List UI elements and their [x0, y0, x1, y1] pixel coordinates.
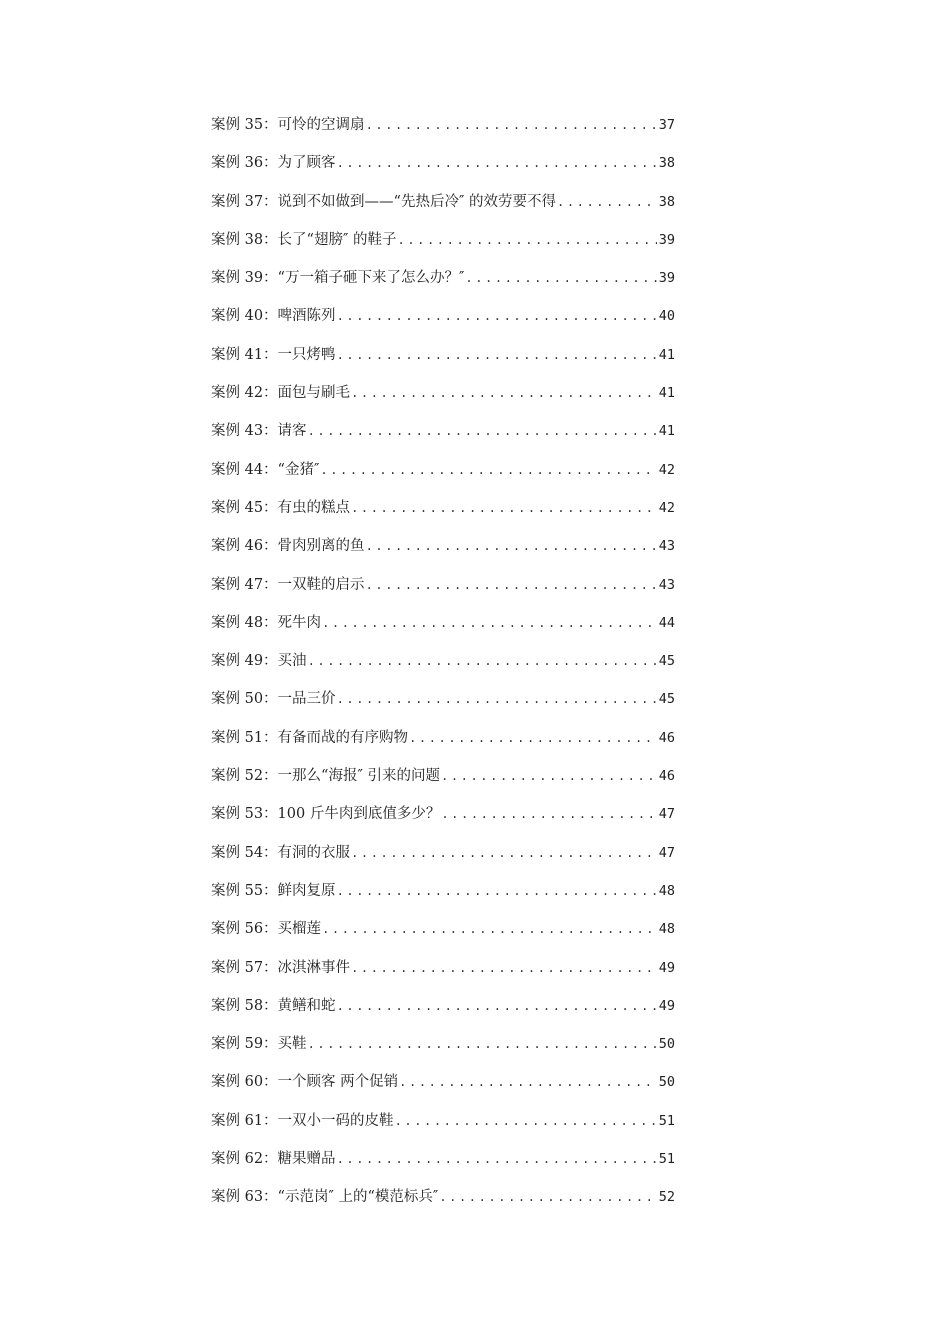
toc-dot-leader	[308, 412, 657, 450]
toc-entry[interactable]	[211, 834, 675, 872]
toc-page-number: 45	[658, 653, 675, 670]
toc-page-number: 40	[658, 308, 675, 325]
toc-entry-title: 案例 55：鲜肉复原	[211, 882, 336, 899]
toc-dot-leader	[366, 566, 657, 604]
toc-page-number: 38	[658, 155, 675, 172]
toc-page-number: 46	[658, 768, 675, 785]
toc-entry-title: 案例 56：买榴莲	[211, 921, 322, 938]
toc-dot-leader	[557, 183, 657, 221]
toc-entry-title: 案例 57：冰淇淋事件	[211, 959, 351, 976]
toc-entry-title: 案例 53：100 斤牛肉到底值多少？	[211, 806, 441, 823]
toc-entry-title: 案例 52：一那么“海报″ 引来的问题	[211, 768, 440, 785]
toc-entry[interactable]	[211, 183, 675, 221]
toc-page-number: 51	[658, 1151, 675, 1168]
toc-page-number: 48	[658, 882, 675, 899]
toc-page-number: 42	[658, 499, 675, 516]
toc-dot-leader	[441, 795, 656, 833]
toc-entry-title: 案例 35：可怜的空调扇	[211, 117, 365, 133]
toc-entry-title: 案例 48：死牛肉	[211, 614, 322, 631]
toc-dot-leader	[308, 642, 657, 680]
toc-dot-leader	[351, 834, 657, 872]
toc-entry[interactable]	[211, 680, 675, 718]
toc-dot-leader	[322, 604, 657, 642]
toc-entry-title: 案例 51：有备而战的有序购物	[211, 729, 409, 746]
toc-page-number: 52	[658, 1189, 675, 1206]
toc-page-number: 43	[658, 538, 675, 555]
toc-entry-title: 案例 49：买油	[211, 653, 307, 670]
toc-entry-title: 案例 61：一双小一码的皮鞋	[211, 1112, 394, 1129]
toc-entry-title: 案例 62：糖果赠品	[211, 1151, 336, 1168]
toc-entry-title: 案例 42：面包与刷毛	[211, 385, 351, 402]
toc-dot-leader	[337, 336, 657, 374]
toc-entry[interactable]	[211, 336, 675, 374]
toc-entry[interactable]	[211, 106, 675, 144]
toc-dot-leader	[337, 1140, 657, 1178]
toc-page-number: 48	[658, 921, 675, 938]
toc-page-number: 39	[658, 270, 675, 287]
toc-page-number: 45	[658, 691, 675, 708]
toc-entry[interactable]	[211, 719, 675, 757]
toc-entry-title: 案例 60：一个顾客 两个促销	[211, 1074, 399, 1091]
toc-dot-leader	[441, 757, 657, 795]
toc-entry[interactable]	[211, 949, 675, 987]
toc-entry[interactable]	[211, 412, 675, 450]
toc-dot-leader	[398, 221, 657, 259]
toc-dot-leader	[395, 1102, 657, 1140]
toc-entry[interactable]	[211, 795, 675, 833]
toc-page-number: 42	[658, 461, 675, 478]
toc-entry-title: 案例 45：有虫的糕点	[211, 499, 351, 516]
toc-dot-leader	[308, 1025, 657, 1063]
toc-page-number: 46	[658, 729, 675, 746]
toc-entry[interactable]	[211, 1178, 675, 1216]
toc-entry-title: 案例 58：黄鳝和蛇	[211, 997, 336, 1014]
toc-dot-leader	[320, 451, 656, 489]
toc-page-number: 41	[658, 385, 675, 402]
toc-page-number: 37	[658, 117, 675, 133]
toc-entry[interactable]	[211, 987, 675, 1025]
toc-page-number: 47	[658, 844, 675, 861]
toc-entry[interactable]	[211, 1140, 675, 1178]
toc-page-number: 50	[658, 1036, 675, 1053]
toc-entry[interactable]	[211, 297, 675, 335]
toc-dot-leader	[337, 144, 657, 182]
toc-entry-title: 案例 63：“示范岗″ 上的“模范标兵″	[211, 1189, 439, 1206]
toc-entry-title: 案例 59：买鞋	[211, 1036, 307, 1053]
toc-entry-title: 案例 54：有洞的衣服	[211, 844, 351, 861]
toc-entry-title: 案例 37：说到不如做到——“先热后冷″ 的效劳要不得	[211, 193, 556, 210]
toc-dot-leader	[465, 259, 656, 297]
toc-entry[interactable]	[211, 259, 675, 297]
toc-page-number: 38	[658, 193, 675, 210]
toc-entry[interactable]	[211, 1063, 675, 1101]
toc-entry[interactable]	[211, 489, 675, 527]
toc-entry-title: 案例 39：“万一箱子砸下来了怎么办？″	[211, 270, 465, 287]
toc-page-number: 47	[658, 806, 675, 823]
toc-entry-title: 案例 46：骨肉别离的鱼	[211, 538, 365, 555]
toc-entry-title: 案例 40：啤酒陈列	[211, 308, 336, 325]
toc-dot-leader	[366, 106, 657, 144]
toc-dot-leader	[337, 297, 657, 335]
toc-entry-title: 案例 50：一品三价	[211, 691, 336, 708]
toc-page-number: 49	[658, 959, 675, 976]
toc-entry[interactable]	[211, 527, 675, 565]
toc-entry[interactable]	[211, 910, 675, 948]
table-of-contents	[211, 106, 675, 1217]
toc-dot-leader	[351, 949, 657, 987]
toc-entry-title: 案例 41：一只烤鸭	[211, 346, 336, 363]
toc-page-number: 41	[658, 346, 675, 363]
toc-entry[interactable]	[211, 144, 675, 182]
toc-page-number: 49	[658, 997, 675, 1014]
toc-page-number: 41	[658, 423, 675, 440]
toc-entry[interactable]	[211, 1025, 675, 1063]
toc-dot-leader	[351, 489, 657, 527]
toc-entry-title: 案例 47：一双鞋的启示	[211, 576, 365, 593]
toc-dot-leader	[322, 910, 657, 948]
toc-dot-leader	[366, 527, 657, 565]
toc-page-number: 50	[658, 1074, 675, 1091]
toc-entry[interactable]	[211, 1102, 675, 1140]
toc-entry-title: 案例 38：长了“翅膀″ 的鞋子	[211, 231, 397, 248]
toc-page-number: 51	[658, 1112, 675, 1129]
toc-entry[interactable]	[211, 566, 675, 604]
toc-dot-leader	[351, 374, 657, 412]
toc-page-number: 39	[658, 231, 675, 248]
toc-entry-title: 案例 43：请客	[211, 423, 307, 440]
toc-dot-leader	[409, 719, 657, 757]
toc-entry[interactable]	[211, 872, 675, 910]
toc-entry[interactable]	[211, 374, 675, 412]
toc-dot-leader	[337, 680, 657, 718]
toc-entry-title: 案例 36：为了顾客	[211, 155, 336, 172]
toc-page-number: 43	[658, 576, 675, 593]
toc-entry[interactable]	[211, 451, 675, 489]
toc-entry[interactable]	[211, 604, 675, 642]
toc-dot-leader	[337, 872, 657, 910]
toc-dot-leader	[337, 987, 657, 1025]
toc-entry-title: 案例 44：“金猪″	[211, 461, 320, 478]
toc-entry[interactable]	[211, 757, 675, 795]
toc-page-number: 44	[658, 614, 675, 631]
toc-dot-leader	[439, 1178, 656, 1216]
toc-entry[interactable]	[211, 642, 675, 680]
toc-entry[interactable]	[211, 221, 675, 259]
toc-dot-leader	[399, 1063, 657, 1101]
